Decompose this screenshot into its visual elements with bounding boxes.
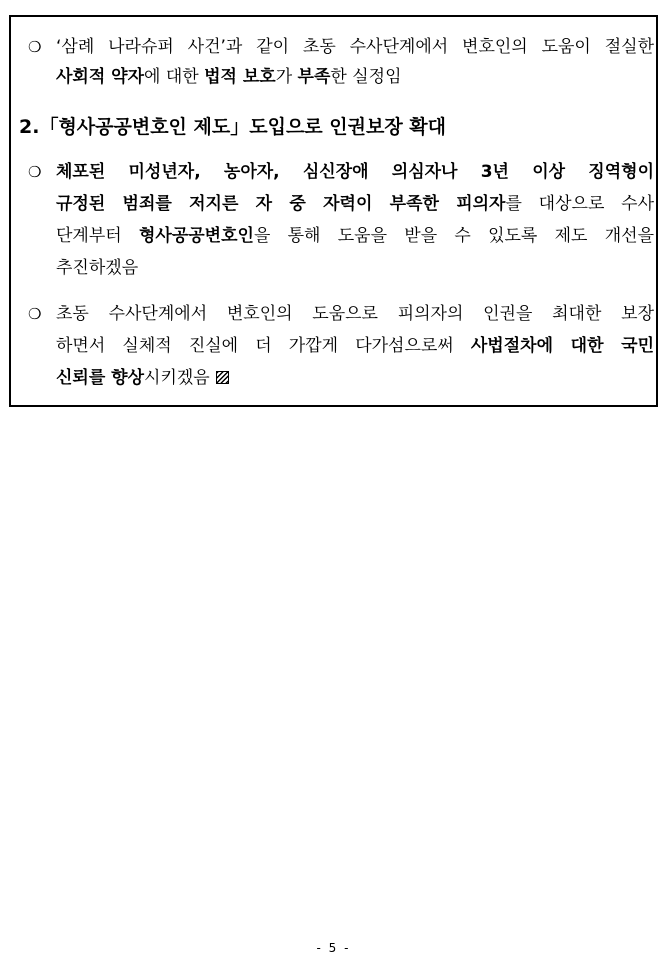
item-line: ‘삼례 나라슈퍼 사건’과 같이 초동 수사단계에서 변호인의 도움이 절실한 bbox=[56, 37, 654, 57]
circle-bullet-icon: ❍ bbox=[28, 305, 42, 323]
circle-bullet-icon: ❍ bbox=[28, 38, 42, 56]
section-heading: 2.「형사공공변호인 제도」도입으로 인권보장 확대 bbox=[19, 116, 447, 138]
item-line: 체포된 미성년자, 농아자, 심신장애 의심자나 3년 이상 징역형이 bbox=[56, 162, 654, 182]
circle-bullet-icon: ❍ bbox=[28, 163, 42, 181]
item-line: 사회적 약자에 대한 법적 보호가 부족한 실정임 bbox=[56, 67, 402, 87]
page-number: - 5 - bbox=[316, 941, 351, 955]
item-line: 단계부터 형사공공변호인을 통해 도움을 받을 수 있도록 제도 개선을 bbox=[56, 226, 654, 246]
item-line: 초동 수사단계에서 변호인의 도움으로 피의자의 인권을 최대한 보장 bbox=[56, 304, 654, 324]
content-box bbox=[9, 15, 658, 407]
item-line: 추진하겠음 bbox=[56, 258, 139, 278]
item-line: 규정된 범죄를 저지른 자 중 자력이 부족한 피의자를 대상으로 수사 bbox=[56, 194, 654, 214]
hatched-box-icon bbox=[216, 371, 229, 384]
item-line: 신뢰를 향상시키겠음 bbox=[56, 363, 229, 393]
item-line: 하면서 실체적 진실에 더 가깝게 다가섬으로써 사법절차에 대한 국민 bbox=[56, 336, 654, 356]
